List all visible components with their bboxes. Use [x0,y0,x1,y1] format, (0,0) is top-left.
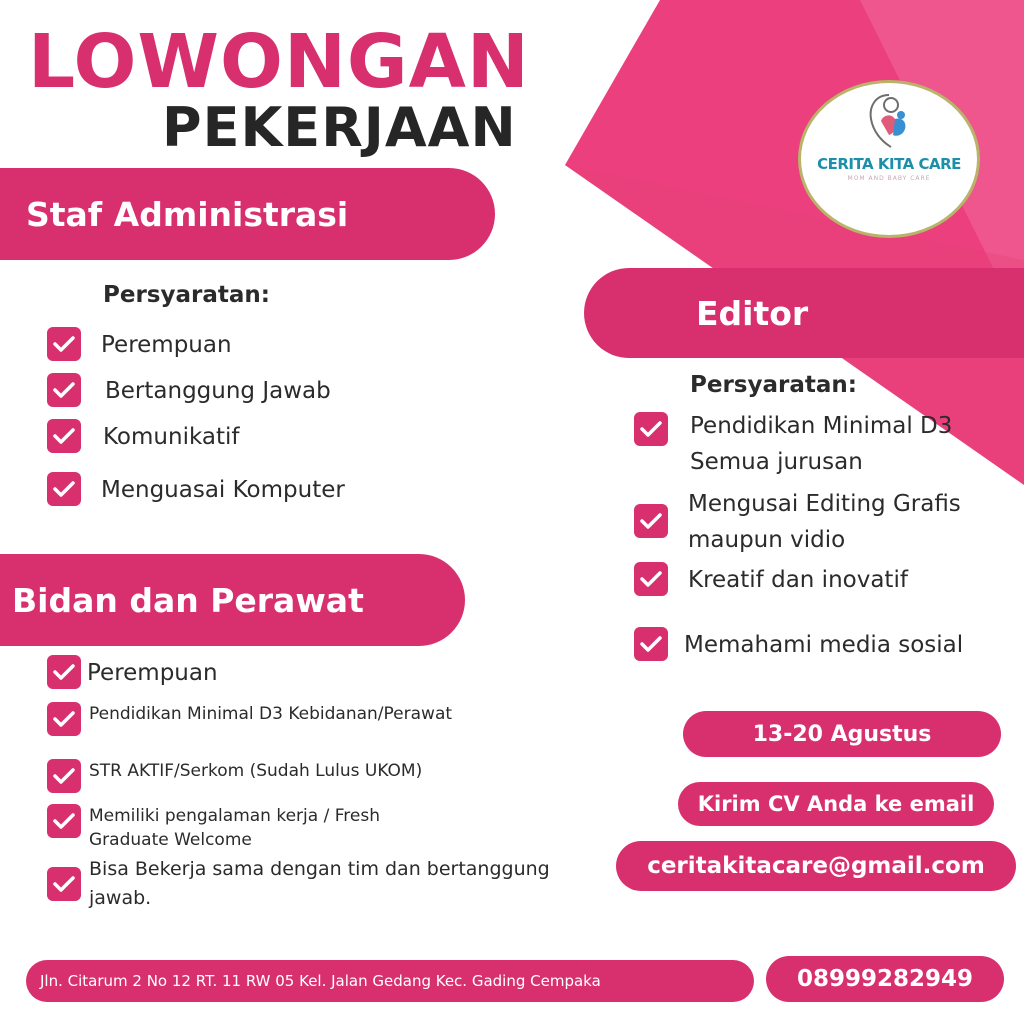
bidan-banner [0,554,465,646]
staf-item [47,327,232,363]
check-icon [47,419,81,453]
bidan-title: Bidan dan Perawat [12,580,364,620]
check-icon [634,627,668,661]
bidan-item [47,655,218,691]
staf-item-text: Menguasai Komputer [101,477,345,503]
bidan-item-line: Graduate Welcome [89,830,252,850]
editor-item-line: Mengusai Editing Grafis [688,491,961,517]
check-icon [47,804,81,838]
logo-tagline: MOM AND BABY CARE [847,175,931,182]
cv-instruction: Kirim CV Anda ke email [678,782,994,826]
staf-item [47,419,239,455]
editor-banner [584,268,1024,358]
bidan-item [47,855,550,913]
staf-requirements-label: Persyaratan: [103,282,270,308]
bidan-item-text [89,804,380,852]
email-link[interactable]: ceritakitacare@gmail.com [616,841,1016,891]
check-icon [47,759,81,793]
bidan-item [47,804,380,852]
bidan-item-line: Bisa Bekerja sama dengan tim dan bertanggung [89,858,550,880]
editor-item-text: Memahami media sosial [684,632,964,658]
staf-title: Staf Administrasi [26,194,349,234]
mother-baby-icon [861,91,921,153]
bidan-item [47,759,422,793]
editor-item-text [688,486,961,558]
check-icon [47,373,81,407]
editor-item-text: Kreatif dan inovatif [688,567,908,593]
editor-item-line: maupun vidio [688,527,846,553]
editor-item-line: Pendidikan Minimal D3 [690,413,953,439]
check-icon [47,702,81,736]
editor-item-line: Semua jurusan [690,449,863,475]
staf-item-text: Komunikatif [103,424,240,450]
check-icon [634,504,668,538]
bidan-item-text: Perempuan [87,660,218,686]
editor-item [634,486,961,558]
bidan-item-line: jawab. [89,887,152,909]
check-icon [634,412,668,446]
editor-item [634,627,963,663]
bidan-item-text: Pendidikan Minimal D3 Kebidanan/Perawat [89,704,453,724]
date-badge: 13-20 Agustus [683,711,1001,757]
check-icon [47,867,81,901]
staf-banner [0,168,495,260]
staf-item-text: Bertanggung Jawab [105,378,331,404]
address-bar: Jln. Citarum 2 No 12 RT. 11 RW 05 Kel. Jalan Gedang Kec. Gading Cempaka [26,960,754,1002]
check-icon [47,327,81,361]
editor-requirements-label: Persyaratan: [690,372,857,398]
page-subtitle: PEKERJAAN [162,96,517,159]
bidan-item-text: STR AKTIF/Serkom (Sudah Lulus UKOM) [89,761,423,781]
logo-name: CERITA KITA CARE [817,155,961,173]
check-icon [47,472,81,506]
bidan-item-line: Memiliki pengalaman kerja / Fresh [89,806,380,826]
editor-item-text [690,408,952,480]
staf-item [47,472,345,508]
bidan-item [47,702,452,736]
page-title: LOWONGAN [28,19,530,105]
editor-item [634,408,952,480]
editor-title: Editor [696,293,809,333]
staf-item [47,373,331,409]
editor-item [634,562,908,598]
phone-number[interactable]: 08999282949 [766,956,1004,1002]
staf-item-text: Perempuan [101,332,232,358]
check-icon [47,655,81,689]
bidan-item-text [89,855,550,913]
check-icon [634,562,668,596]
company-logo [798,80,980,238]
